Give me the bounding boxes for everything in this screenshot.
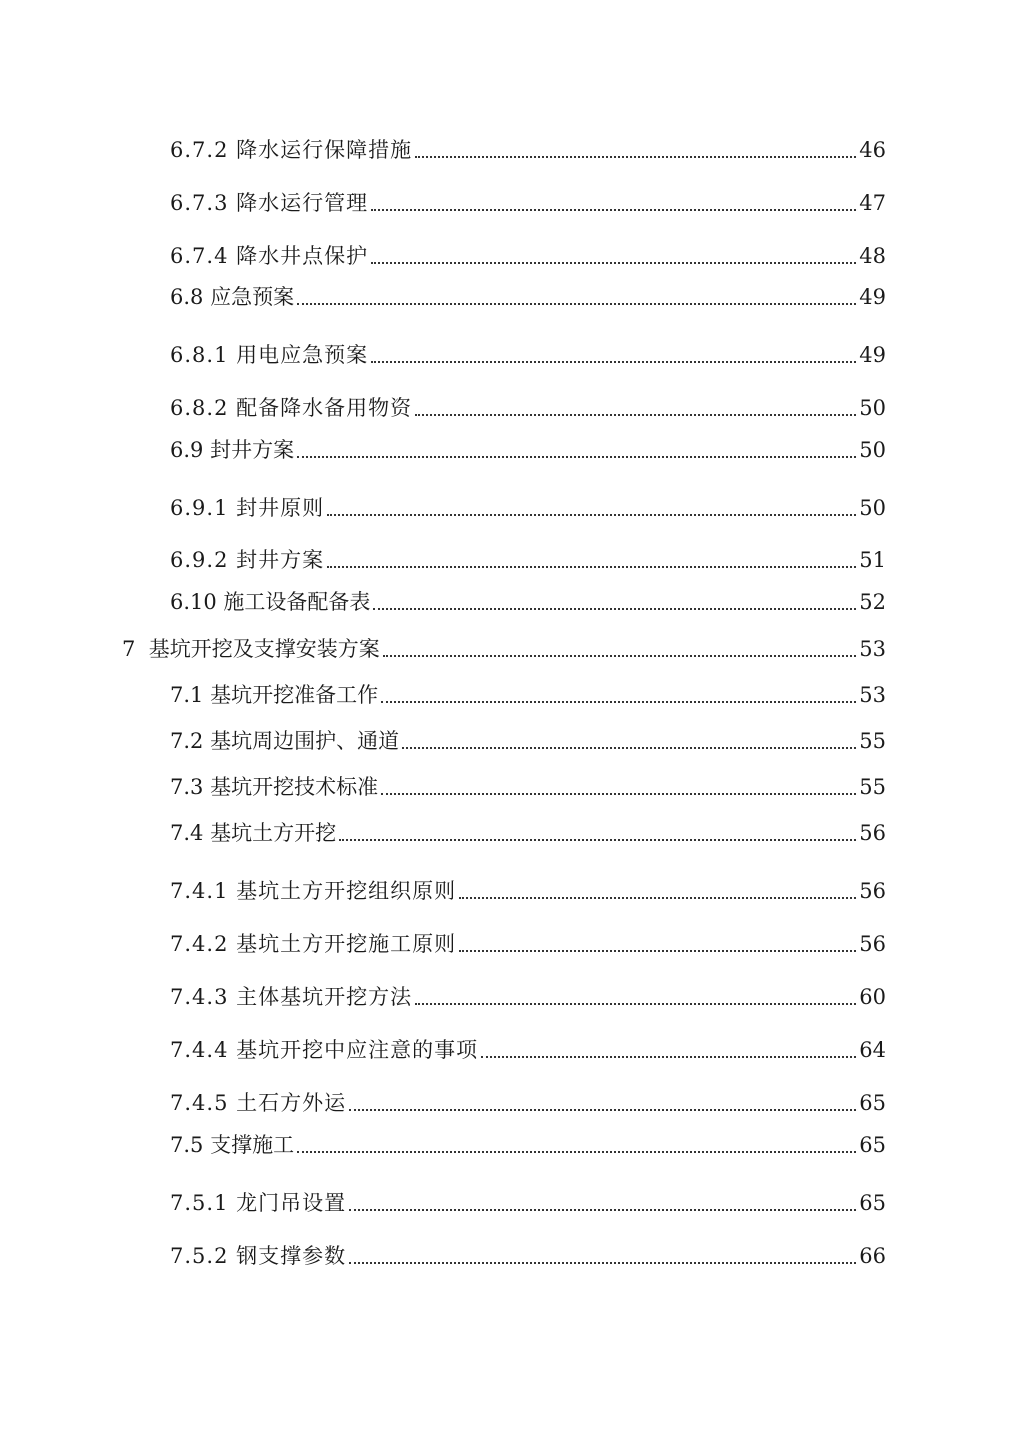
toc-entry-title: 7.4.1 基坑土方开挖组织原则 xyxy=(170,879,457,903)
toc-dot-leader xyxy=(481,1055,856,1058)
toc-entry[interactable] xyxy=(170,929,886,959)
toc-entry[interactable] xyxy=(170,188,886,218)
toc-entry-title: 6.8.1 用电应急预案 xyxy=(170,343,369,367)
toc-dot-leader xyxy=(371,208,856,211)
toc-entry[interactable] xyxy=(170,340,886,370)
toc-entry[interactable] xyxy=(170,282,886,312)
toc-entry[interactable] xyxy=(170,818,886,848)
toc-entry-title: 7.4.3 主体基坑开挖方法 xyxy=(170,985,413,1009)
toc-dot-leader xyxy=(349,1108,856,1111)
toc-dot-leader xyxy=(349,1261,856,1264)
toc-entry-page: 50 xyxy=(859,396,886,420)
toc-dot-leader xyxy=(459,949,856,952)
toc-entry[interactable] xyxy=(170,1088,886,1118)
toc-entry-page: 66 xyxy=(859,1244,886,1268)
toc-entry-page: 51 xyxy=(859,548,886,572)
toc-entry-title: 7.4.2 基坑土方开挖施工原则 xyxy=(170,932,457,956)
toc-dot-leader xyxy=(297,1150,856,1153)
toc-entry[interactable] xyxy=(170,493,886,523)
toc-entry-page: 48 xyxy=(859,244,886,268)
toc-entry-page: 52 xyxy=(859,590,886,614)
toc-entry-title: 6.9.1 封井原则 xyxy=(170,496,325,520)
toc-entry-page: 60 xyxy=(859,985,886,1009)
toc-dot-leader xyxy=(327,513,856,516)
toc-entry-page: 56 xyxy=(859,932,886,956)
toc-entry-title: 7.1 基坑开挖准备工作 xyxy=(170,683,379,707)
toc-entry-title: 7.4.4 基坑开挖中应注意的事项 xyxy=(170,1038,479,1062)
toc-dot-leader xyxy=(415,413,856,416)
toc-dot-leader xyxy=(327,565,856,568)
toc-entry[interactable] xyxy=(170,726,886,756)
toc-entry-title: 7.5.1 龙门吊设置 xyxy=(170,1191,347,1215)
toc-entry-title: 6.7.4 降水井点保护 xyxy=(170,244,369,268)
toc-entry[interactable] xyxy=(170,680,886,710)
toc-entry-title: 7.5.2 钢支撑参数 xyxy=(170,1244,347,1268)
toc-entry-page: 65 xyxy=(859,1091,886,1115)
toc-entry-page: 55 xyxy=(859,729,886,753)
toc-entry-title: 7.3 基坑开挖技术标准 xyxy=(170,775,379,799)
toc-entry[interactable] xyxy=(170,393,886,423)
toc-entry[interactable] xyxy=(170,435,886,465)
toc-entry-title: 7.4.5 土石方外运 xyxy=(170,1091,347,1115)
toc-entry-title: 6.10 施工设备配备表 xyxy=(170,590,371,614)
toc-entry-page: 55 xyxy=(859,775,886,799)
toc-dot-leader xyxy=(371,261,856,264)
toc-entry-title: 6.8 应急预案 xyxy=(170,285,295,309)
toc-entry-page: 56 xyxy=(859,821,886,845)
toc-entry-title: 6.8.2 配备降水备用物资 xyxy=(170,396,413,420)
toc-dot-leader xyxy=(415,1002,856,1005)
toc-entry-page: 53 xyxy=(859,637,886,661)
toc-entry-title: 7.2 基坑周边围护、通道 xyxy=(170,729,400,753)
toc-dot-leader xyxy=(459,896,856,899)
toc-entry[interactable] xyxy=(170,876,886,906)
toc-entry-title: 6.7.3 降水运行管理 xyxy=(170,191,369,215)
toc-entry-page: 65 xyxy=(859,1133,886,1157)
toc-entry-page: 50 xyxy=(859,438,886,462)
toc-entry-page: 64 xyxy=(859,1038,886,1062)
toc-dot-leader xyxy=(297,455,856,458)
toc-dot-leader xyxy=(349,1208,856,1211)
toc-entry-page: 56 xyxy=(859,879,886,903)
toc-entry[interactable] xyxy=(170,241,886,271)
toc-entry-page: 65 xyxy=(859,1191,886,1215)
toc-dot-leader xyxy=(381,792,856,795)
toc-dot-leader xyxy=(415,155,856,158)
toc-entry[interactable] xyxy=(122,634,886,664)
toc-entry-page: 47 xyxy=(859,191,886,215)
toc-entry[interactable] xyxy=(170,545,886,575)
toc-dot-leader xyxy=(339,838,856,841)
toc-entry-title: 6.7.2 降水运行保障措施 xyxy=(170,138,413,162)
toc-entry-page: 49 xyxy=(859,343,886,367)
toc-entry-title: 7.5 支撑施工 xyxy=(170,1133,295,1157)
toc-entry-page: 50 xyxy=(859,496,886,520)
toc-entry-title: 6.9.2 封井方案 xyxy=(170,548,325,572)
toc-entry[interactable] xyxy=(170,587,886,617)
toc-dot-leader xyxy=(381,700,856,703)
toc-dot-leader xyxy=(402,746,856,749)
toc-dot-leader xyxy=(383,654,857,657)
toc-entry-page: 49 xyxy=(859,285,886,309)
toc-entry[interactable] xyxy=(170,772,886,802)
toc-entry[interactable] xyxy=(170,1130,886,1160)
toc-dot-leader xyxy=(373,607,856,610)
toc-entry-title: 6.9 封井方案 xyxy=(170,438,295,462)
toc-entry-title: 7.4 基坑土方开挖 xyxy=(170,821,337,845)
toc-entry[interactable] xyxy=(170,1035,886,1065)
toc-dot-leader xyxy=(297,302,856,305)
toc-entry-page: 46 xyxy=(859,138,886,162)
toc-entry[interactable] xyxy=(170,1241,886,1271)
toc-dot-leader xyxy=(371,360,856,363)
toc-entry[interactable] xyxy=(170,982,886,1012)
toc-entry-title: 7 基坑开挖及支撑安装方案 xyxy=(122,637,380,661)
toc-entry[interactable] xyxy=(170,1188,886,1218)
toc-entry-page: 53 xyxy=(859,683,886,707)
toc-entry[interactable] xyxy=(170,135,886,165)
